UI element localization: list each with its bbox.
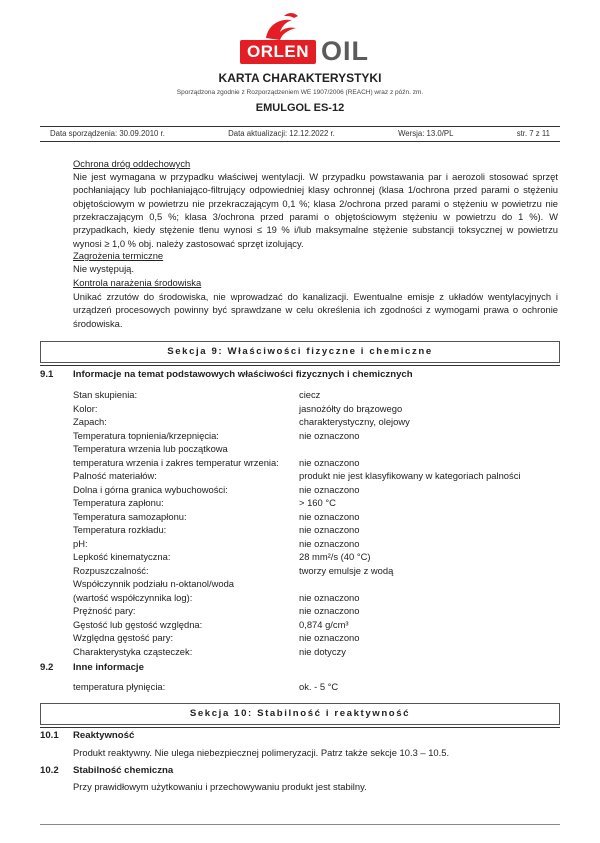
page-number: str. 7 z 11 [516,129,550,139]
subsection-10-1-number: 10.1 [40,730,59,741]
subsection-10-2-number: 10.2 [40,765,59,776]
version: Wersja: 13.0/PL [398,129,454,139]
respiratory-protection-text: Nie jest wymagana w przypadku właściwej wentylacji. W przypadku powstawania par i aerozoli stosować sprzęt pochłaniający lub pochłaniająco-filtrujący odpowiedniej klasy ochronnej (klasa 1/ochrona przed parami o stężeniu objętościowym w powietrzu nie przekraczającym 0,1 %; klasa 2/ochrona przed parami o stężeniu w powietrzu nie przekraczającym 0,5 %; klasa 3/ochrona przed parami o objętościowym stężeniu w powietrzu do 1 %). W przypadkach, kiedy stężenie tlenu wynosi ≤ 19 % i/lub maksymalne stężenie substancji toksycznej w powietrzu wynosi ≥ 1,0 % obj. należy zastosować sprzęt izolujący. [73,171,558,249]
property-row: Temperatura wrzenia lub początkowa [73,443,228,454]
property-row: Temperatura zapłonu: > 160 °C [73,497,336,508]
respiratory-protection-title: Ochrona dróg oddechowych [73,158,191,169]
env-exposure-title: Kontrola narażenia środowiska [73,277,202,288]
property-row: Rozpuszczalność: tworzy emulsje z wodą [73,564,394,576]
logo-orlen-text: ORLEN [240,40,316,64]
property-row: Zapach: charakterystyczny, olejowy [73,416,410,427]
property-row: Lepkość kinematyczna: 28 mm²/s (40 °C) [73,551,371,562]
property-row: (wartość współczynnika log): nie oznaczono [73,591,360,603]
reactivity-text: Produkt reaktywny. Nie ulega niebezpiecznej polimeryzacji. Patrz także sekcje 10.3 – 10.5. [73,747,450,758]
env-exposure-text: Unikać zrzutów do środowiska, nie wprowadzać do kanalizacji. Ewentualne emisje z układów wentylacyjnych i urządzeń procesowych powinny być sprawdzane w celu określenia ich zgodności z wymogami prawa o ochronie środowiska. [73,291,558,329]
property-row: Prężność pary: nie oznaczono [73,605,360,616]
subsection-9-1-title: Informacje na temat podstawowych właściwości fizycznych i chemicznych [73,369,413,380]
document-subtitle: Sporządzona zgodnie z Rozporządzeniem WE 1907/2006 (REACH) wraz z późn. zm. [176,89,424,96]
property-row: Temperatura topnienia/krzepnięcia: nie oznaczono [73,429,360,441]
thermal-hazards-title: Zagrożenia termiczne [73,250,164,261]
property-row: Względna gęstość pary: nie oznaczono [73,632,360,643]
property-row: Gęstość lub gęstość względna: 0,874 g/cm³ [73,618,349,630]
property-row: Dolna i górna granica wybuchowości: nie oznaczono [73,483,360,495]
divider [40,727,560,728]
company-logo [0,8,600,66]
document-title: KARTA CHARAKTERYSTYKI [218,71,382,85]
other-info-table [73,680,558,694]
property-row: Stan skupienia: ciecz [73,389,321,400]
section-9-header: Sekcja 9: Właściwości fizyczne i chemiczne [40,341,560,363]
properties-table [73,388,558,658]
property-row: Kolor: jasnożółty do brązowego [73,402,403,414]
property-row: temperatura płynięcia: ok. - 5 °C [73,681,339,692]
property-row: Współczynnik podziału n-oktanol/woda [73,578,235,589]
created-date: Data sporządzenia: 30.09.2010 r. [50,129,165,139]
footer-divider [40,824,560,825]
subsection-10-1-title: Reaktywność [73,730,135,741]
logo-oil-text: OIL [321,36,369,66]
subsection-9-2-number: 9.2 [40,662,54,673]
eagle-icon [236,8,316,42]
subsection-10-2-title: Stabilność chemiczna [73,765,174,776]
document-meta-bar [40,126,560,142]
property-row: pH: nie oznaczono [73,537,360,549]
subsection-9-2-title: Inne informacje [73,662,144,673]
product-name: EMULGOL ES-12 [255,102,345,114]
section-10-header: Sekcja 10: Stabilność i reaktywność [40,703,560,725]
property-row: Temperatura rozkładu: nie oznaczono [73,524,360,535]
chemical-stability-text: Przy prawidłowym użytkowaniu i przechowywaniu produkt jest stabilny. [73,781,367,792]
updated-date: Data aktualizacji: 12.12.2022 r. [228,129,335,139]
subsection-9-1-number: 9.1 [40,369,54,380]
thermal-hazards-text: Nie występują. [73,263,134,274]
property-row: Temperatura samozapłonu: nie oznaczono [73,510,360,522]
divider [40,365,560,366]
property-row: Charakterystyka cząsteczek: nie dotyczy [73,645,346,657]
property-row: Palność materiałów: produkt nie jest klasyfikowany w kategoriach palności [73,470,521,481]
property-row: temperatura wrzenia i zakres temperatur wrzenia: nie oznaczono [73,456,360,468]
